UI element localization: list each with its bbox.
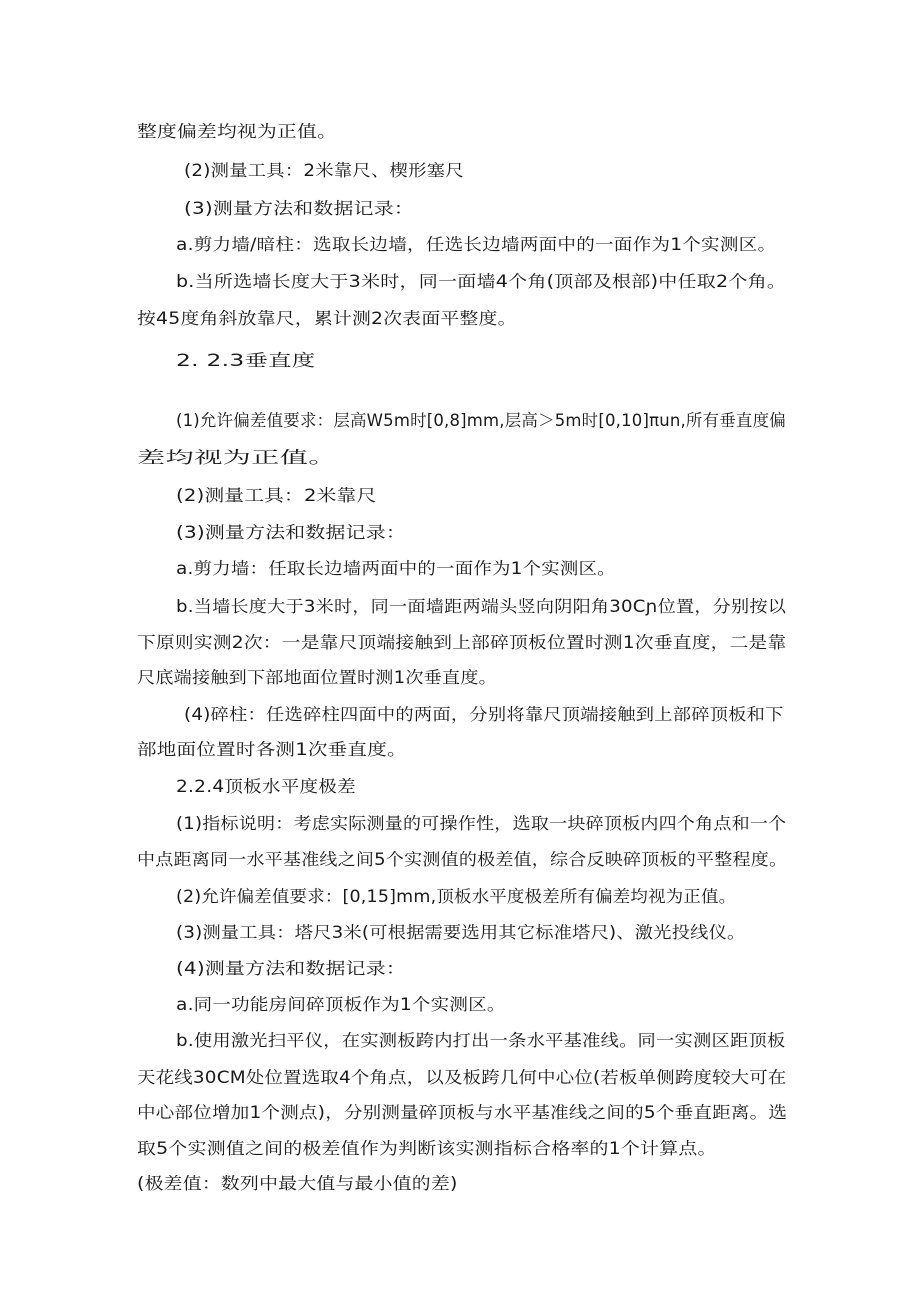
section-heading: 2.2.4顶板水平度极差 <box>176 777 356 796</box>
text-line: (2)允许偏差值要求：[0,15]mm,顶板水平度极差所有偏差均视为正值。 <box>176 887 737 906</box>
text-line: 中心部位增加1个测点)，分别测量碎顶板与水平基准线之间的5个垂直距离。选 <box>137 1103 788 1122</box>
text-line: 按45度角斜放靠尺，累计测2次表面平整度。 <box>137 309 517 328</box>
section-heading: 2. 2.3垂直度 <box>176 351 316 370</box>
text-line: a.剪力墙/暗柱：选取长边墙，任选长边墙两面中的一面作为1个实测区。 <box>176 235 777 254</box>
text-line: b.使用激光扫平仪，在实测板跨内打出一条水平基准线。同一实测区距顶板 <box>176 1031 786 1050</box>
text-line: (4)碎柱：任选碎柱四面中的两面，分别将靠尺顶端接触到上部碎顶板和下 <box>184 705 784 724</box>
text-line: 差均视为正值。 <box>137 448 337 467</box>
text-line: (2)测量工具：2米靠尺、楔形塞尺 <box>184 161 464 180</box>
text-line: b.当所选墙长度大于3米时，同一面墙4个角(顶部及根部)中任取2个角。 <box>176 272 787 291</box>
text-line: (3)测量方法和数据记录： <box>176 523 406 542</box>
text-line: (极差值：数列中最大值与最小值的差) <box>137 1174 458 1193</box>
text-line: (1)允许偏差值要求：层高W5m时[0,8]mm,层高＞5m时[0,10]πun,所有垂直度偏 <box>176 411 786 430</box>
text-line: 下原则实测2次：一是靠尺顶端接触到上部碎顶板位置时测1次垂直度，二是靠 <box>137 633 787 652</box>
text-line: (2)测量工具：2米靠尺 <box>176 486 377 505</box>
text-line: (4)测量方法和数据记录： <box>176 959 406 978</box>
text-line: (3)测量工具：塔尺3米(可根据需要选用其它标准塔尺)、激光投线仪。 <box>176 923 746 942</box>
text-line: 天花线30CM处位置选取4个角点，以及板跨几何中心位(若板单侧跨度较大可在 <box>137 1068 787 1087</box>
text-line: 部地面位置时各测1次垂直度。 <box>137 740 407 759</box>
text-line: (3)测量方法和数据记录： <box>184 199 414 218</box>
text-line: a.同一功能房间碎顶板作为1个实测区。 <box>176 995 506 1014</box>
text-line: 中点距离同一水平基准线之间5个实测值的极差值，综合反映碎顶板的平整程度。 <box>137 850 788 869</box>
text-line: b.当墙长度大于3米时，同一面墙距两端头竖向阴阳角30Cɲ位置，分别按以 <box>176 597 787 616</box>
text-line: 取5个实测值之间的极差值作为判断该实测指标合格率的1个计算点。 <box>137 1139 717 1158</box>
text-line: (1)指标说明：考虑实际测量的可操作性，选取一块碎顶板内四个角点和一个 <box>176 814 787 833</box>
text-line: a.剪力墙：任取长边墙两面中的一面作为1个实测区。 <box>176 559 616 578</box>
text-line: 尺底端接触到下部地面位置时测1次垂直度。 <box>137 668 497 687</box>
text-line: 整度偏差均视为正值。 <box>137 122 337 141</box>
